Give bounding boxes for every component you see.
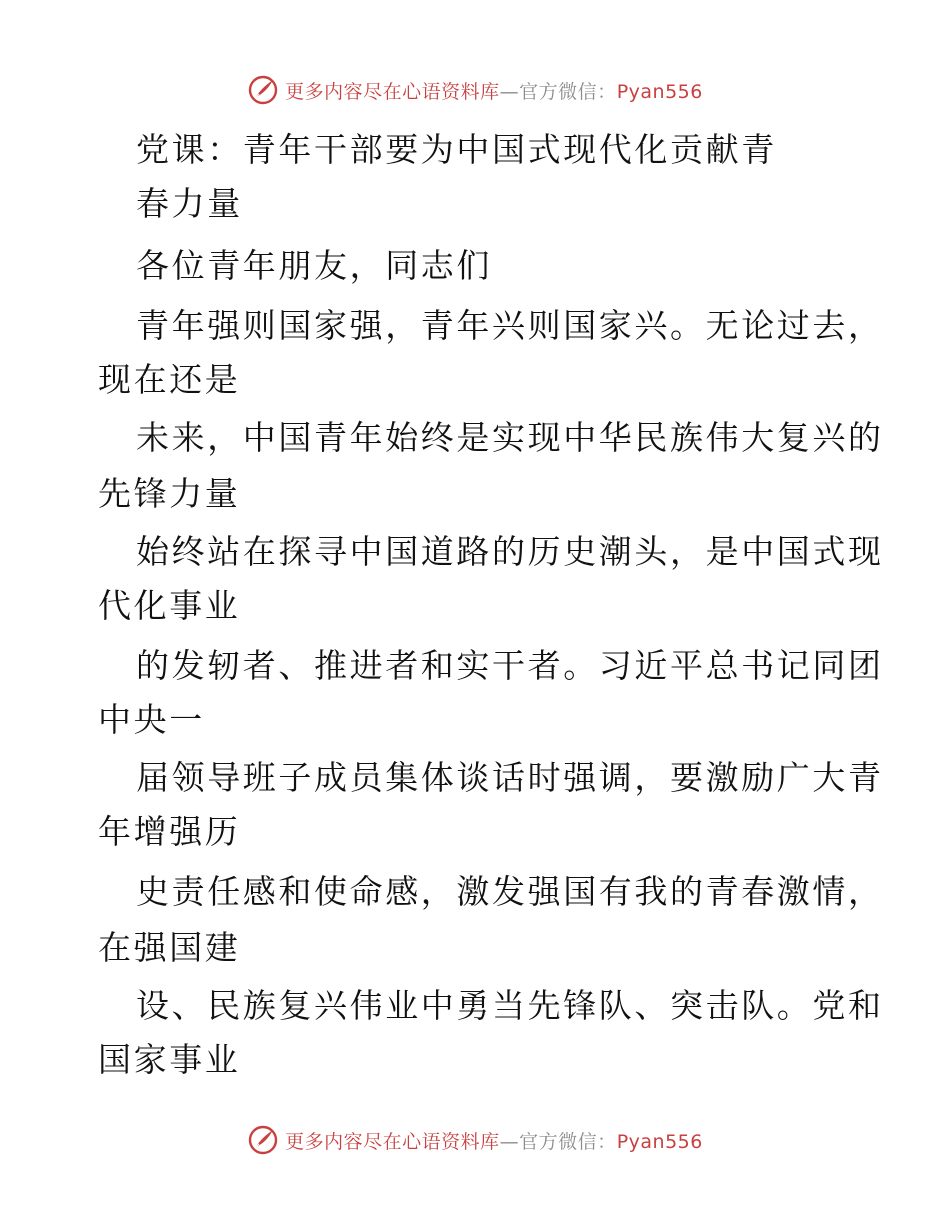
header-watermark	[0, 70, 950, 110]
paragraph-line: 青年强则国家强，青年兴则国家兴。无论过去，	[136, 306, 884, 345]
paragraph-line: 中央一	[98, 700, 205, 739]
document-title-line-1: 党课：青年干部要为中国式现代化贡献青	[136, 130, 777, 169]
paragraph-line: 在强国建	[98, 928, 241, 967]
watermark-handle: Pyan556	[616, 80, 703, 103]
paragraph-line: 代化事业	[98, 586, 241, 625]
watermark-contact-label: 官方微信：	[519, 80, 617, 103]
watermark-contact-label: 官方微信：	[519, 1130, 617, 1153]
paragraph-line: 未来，中国青年始终是实现中华民族伟大复兴的	[136, 418, 884, 457]
paragraph-line: 史责任感和使命感，激发强国有我的青春激情，	[136, 872, 884, 911]
quill-pen-icon	[247, 74, 279, 106]
watermark-brand: 更多内容尽在心语资料库	[285, 1130, 500, 1153]
watermark-text	[285, 77, 703, 104]
paragraph-line: 始终站在探寻中国道路的历史潮头，是中国式现	[136, 532, 884, 571]
paragraph-line: 国家事业	[98, 1040, 241, 1079]
quill-pen-icon	[247, 1124, 279, 1156]
watermark-brand: 更多内容尽在心语资料库	[285, 80, 500, 103]
document-greeting: 各位青年朋友，同志们	[136, 246, 492, 285]
paragraph-line: 届领导班子成员集体谈话时强调，要激励广大青	[136, 758, 884, 797]
paragraph-line: 设、民族复兴伟业中勇当先锋队、突击队。党和	[136, 986, 884, 1025]
watermark-handle: Pyan556	[616, 1130, 703, 1153]
paragraph-line: 现在还是	[98, 360, 241, 399]
paragraph-line: 年增强历	[98, 812, 241, 851]
document-title-line-2: 春力量	[136, 184, 243, 223]
footer-watermark	[0, 1120, 950, 1160]
paragraph-line: 的发轫者、推进者和实干者。习近平总书记同团	[136, 646, 884, 685]
watermark-separator: —	[499, 80, 520, 103]
watermark-separator: —	[499, 1130, 520, 1153]
paragraph-line: 先锋力量	[98, 474, 241, 513]
watermark-text	[285, 1127, 703, 1154]
